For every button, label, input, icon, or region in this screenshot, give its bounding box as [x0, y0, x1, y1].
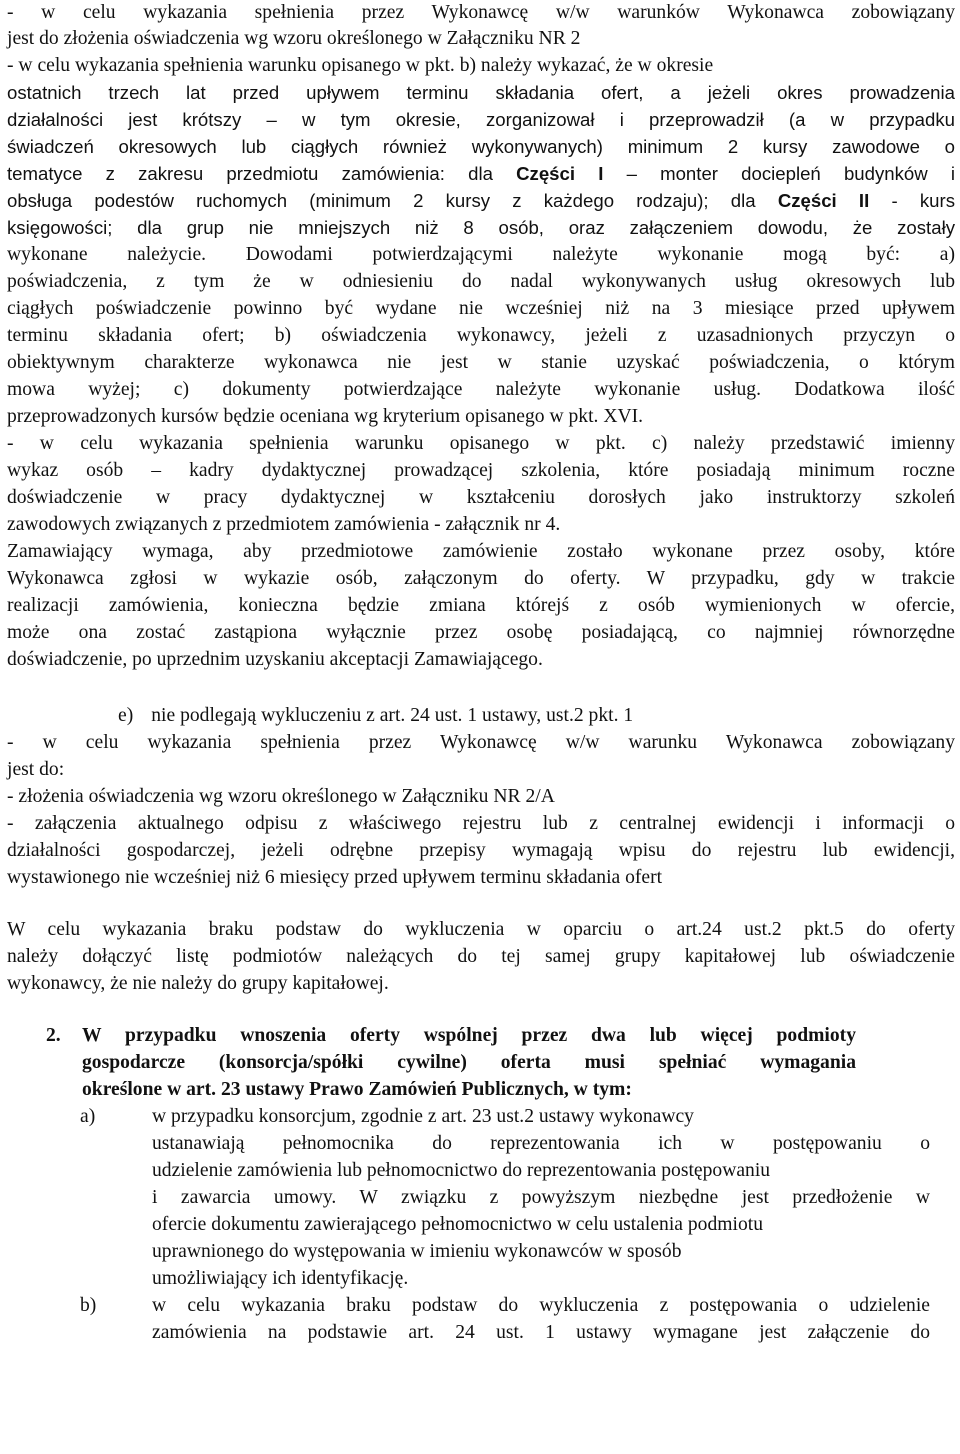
- text-line: działalności gospodarczej, jeżeli odrębne przepisy wymagają wpisu do rejestru lub ewidencji,: [7, 840, 955, 861]
- text-line: wykaz osób – kadry dydaktycznej prowadzącej szkolenia, które posiadają minimum roczne: [7, 460, 955, 481]
- text-line: W celu wykazania braku podstaw do wykluczenia w oparciu o art.24 ust.2 pkt.5 do oferty: [7, 919, 955, 940]
- text-line: - w celu wykazania spełnienia warunku opisanego w pkt. c) należy przedstawić imienny: [7, 433, 955, 454]
- text-line: zawodowych związanych z przedmiotem zamówienia - załącznik nr 4.: [7, 514, 561, 535]
- item-e-label: e): [118, 705, 134, 726]
- text-line: świadczeń okresowych lub ciągłych również wykonywanych) minimum 2 kursy zawodowe o: [7, 136, 955, 157]
- text-line: Zamawiający wymaga, aby przedmiotowe zamówienie zostało wykonane przez osoby, które: [7, 541, 955, 562]
- text-line: tematyce z zakresu przedmiotu zamówienia: dla Części I – monter dociepleń budynków i: [7, 163, 955, 184]
- text-line: - w celu wykazania spełnienia warunku opisanego w pkt. b) należy wykazać, że w okresie: [7, 55, 714, 76]
- text-line: ostatnich trzech lat przed upływem terminu składania ofert, a jeżeli okres prowadzenia: [7, 82, 955, 103]
- item-e: [118, 703, 633, 730]
- text-line: - złożenia oświadczenia wg wzoru określonego w Załączniku NR 2/A: [7, 786, 555, 807]
- item-a-line: i zawarcia umowy. W związku z powyższym niezbędne jest przedłożenie w: [152, 1187, 930, 1208]
- item-e-text: nie podlegają wykluczeniu z art. 24 ust. 1 ustawy, ust.2 pkt. 1: [151, 705, 634, 726]
- item-a-line: ofercie dokumentu zawierającego pełnomocnictwo w celu ustalenia podmiotu: [152, 1214, 763, 1235]
- text-line: wystawionego nie wcześniej niż 6 miesięcy przed upływem terminu składania ofert: [7, 867, 663, 888]
- text-line: - w celu wykazania spełnienia przez Wykonawcę w/w warunku Wykonawca zobowiązany: [7, 732, 955, 753]
- text-line: należy dołączyć listę podmiotów należących do tej samej grupy kapitałowej lub oświadczenie: [7, 946, 955, 967]
- text-line: obsługa podestów ruchomych (minimum 2 kursy z każdego rodzaju); dla Części II - kurs: [7, 190, 955, 211]
- text-line: jest do złożenia oświadczenia wg wzoru określonego w Załączniku NR 2: [7, 28, 581, 49]
- text-line: - załączenia aktualnego odpisu z właściwego rejestru lub z centralnej ewidencji i informacji o: [7, 813, 955, 834]
- text-line: wykonane należycie. Dowodami potwierdzającymi należyte wykonanie mogą być: a): [7, 244, 955, 265]
- item-b-line: zamówienia na podstawie art. 24 ust. 1 ustawy wymagane jest załączenie do: [152, 1322, 930, 1343]
- section-heading-line: W przypadku wnoszenia oferty wspólnej przez dwa lub więcej podmioty: [82, 1025, 856, 1046]
- item-b-label: b): [80, 1295, 97, 1316]
- text-line: - w celu wykazania spełnienia przez Wykonawcę w/w warunków Wykonawca zobowiązany: [7, 2, 955, 23]
- text-line: działalności jest krótszy – w tym okresie, zorganizował i przeprowadził (a w przypadku: [7, 109, 955, 130]
- text-line: może ona zostać zastąpiona wyłącznie przez osobę posiadającą, co najmniej równorzędne: [7, 622, 955, 643]
- section-heading-line: określone w art. 23 ustawy Prawo Zamówień Publicznych, w tym:: [82, 1079, 632, 1100]
- text-line: doświadczenie w pracy dydaktycznej w kształceniu dorosłych jako instruktorzy szkoleń: [7, 487, 955, 508]
- item-a-line: uprawnionego do występowania w imieniu wykonawców w sposób: [152, 1241, 682, 1262]
- item-a-line: w przypadku konsorcjum, zgodnie z art. 23 ust.2 ustawy wykonawcy: [152, 1106, 694, 1127]
- text-line: jest do:: [7, 759, 65, 780]
- text-line: terminu składania ofert; b) oświadczenia wykonawcy, jeżeli z uzasadnionych przyczyn o: [7, 325, 955, 346]
- section-heading-line: gospodarcze (konsorcja/spółki cywilne) oferta musi spełniać wymagania: [82, 1052, 856, 1073]
- text-line: ciągłych poświadczenie powinno być wydane nie wcześniej niż na 3 miesiące przed upływem: [7, 298, 955, 319]
- item-a-label: a): [80, 1106, 96, 1127]
- item-b-line: w celu wykazania braku podstaw do wykluczenia z postępowania o udzielenie: [152, 1295, 930, 1316]
- text-line: doświadczenie, po uprzednim uzyskaniu akceptacji Zamawiającego.: [7, 649, 543, 670]
- text-line: obiektywnym charakterze wykonawca nie jest w stanie uzyskać poświadczenia, o którym: [7, 352, 955, 373]
- text-line: Wykonawca zgłosi w wykazie osób, załączonym do oferty. W przypadku, gdy w trakcie: [7, 568, 955, 589]
- item-a-line: udzielenie zamówienia lub pełnomocnictwo do reprezentowania postępowaniu: [152, 1160, 771, 1181]
- text-line: poświadczenia, z tym że w odniesieniu do nadal wykonywanych usług okresowych lub: [7, 271, 955, 292]
- text-line: przeprowadzonych kursów będzie oceniana wg kryterium opisanego w pkt. XVI.: [7, 406, 644, 427]
- text-line: realizacji zamówienia, konieczna będzie zmiana którejś z osób wymienionych w ofercie,: [7, 595, 955, 616]
- text-line: księgowości; dla grup nie mniejszych niż 8 osób, oraz załączeniem dowodu, że zostały: [7, 217, 955, 238]
- item-a-line: ustanawiają pełnomocnika do reprezentowania ich w postępowaniu o: [152, 1133, 930, 1154]
- text-line: mowa wyżej; c) dokumenty potwierdzające należyte wykonanie usług. Dodatkowa ilość: [7, 379, 955, 400]
- item-a-line: umożliwiający ich identyfikację.: [152, 1268, 409, 1289]
- text-line: wykonawcy, że nie należy do grupy kapitałowej.: [7, 973, 389, 994]
- section-number: 2.: [46, 1025, 61, 1046]
